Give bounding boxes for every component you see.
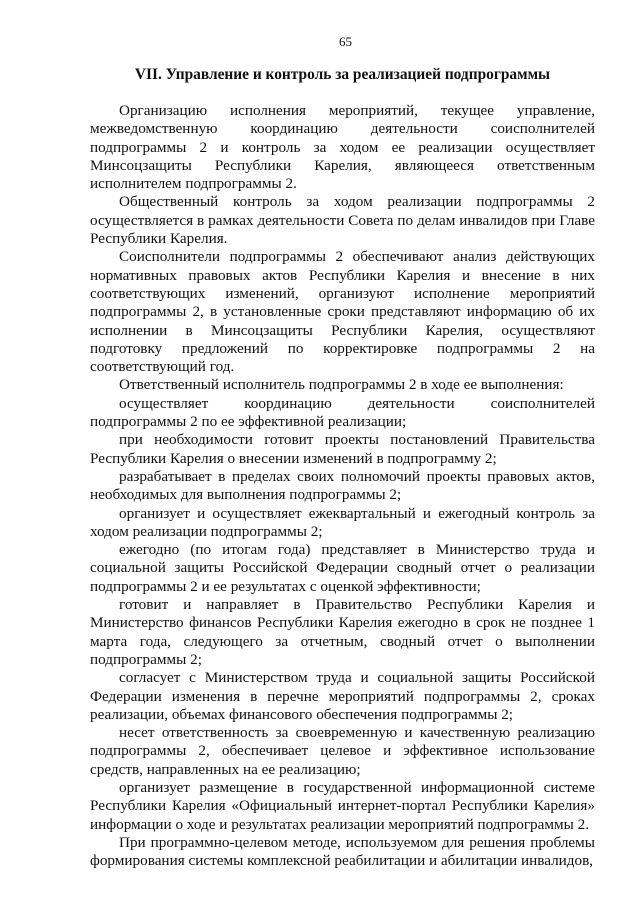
- paragraph-14: При программно-целевом методе, используемом для решения проблемы формирования системы комплексной реабилитации и абилитации инвалидов,: [90, 833, 595, 870]
- paragraph-2: Общественный контроль за ходом реализации подпрограммы 2 осуществляется в рамках деятельности Совета по делам инвалидов при Главе Республики Карелия.: [90, 193, 595, 248]
- paragraph-13: организует размещение в государственной информационной системе Республики Карелия «Официальный интернет-портал Республики Карелия» информации о ходе и результатах реализации мероприятий подпрограммы 2.: [90, 778, 595, 833]
- paragraph-4: Ответственный исполнитель подпрограммы 2 в ходе ее выполнения:: [119, 376, 564, 394]
- paragraph-10: готовит и направляет в Правительство Республики Карелия и Министерство финансов Республики Карелия ежегодно в срок не позднее 1 марта года, следующего за отчетным, сводный отчет о выполнении подпрограммы 2;: [90, 596, 595, 668]
- paragraph-8: организует и осуществляет ежеквартальный и ежегодный контроль за ходом реализации подпрограммы 2;: [90, 504, 595, 540]
- paragraph-1: Организацию исполнения мероприятий, текущее управление, межведомственную координацию деятельности соисполнителей подпрограммы 2 и контроль за ходом ее реализации осуществляет Минсоцзащиты Республики Карелия, являющееся ответственным исполнителем подпрограммы 2.: [90, 102, 595, 193]
- paragraph-11: согласует с Министерством труда и социальной защиты Российской Федерации изменения в перечне мероприятий подпрограммы 2, сроках реализации, объемах финансового обеспечения подпрограммы 2;: [90, 669, 595, 723]
- paragraph-5: осуществляет координацию деятельности соисполнителей подпрограммы 2 по ее эффективной реализации;: [90, 394, 595, 431]
- paragraph-12: несет ответственность за своевременную и качественную реализацию подпрограммы 2, обеспечивает целевое и эффективное использование средств, направленных на ее реализацию;: [90, 724, 595, 778]
- paragraph-3: Соисполнители подпрограммы 2 обеспечивают анализ действующих нормативных правовых актов Республики Карелия и внесение в них соответствующих изменений, организуют исполнение мероприятий подпрограммы 2, в установленные сроки представляют информацию об их исполнении в Минсоцзащиты Республики Карелия, осуществляют подготовку предложений по корректировке подпрограммы 2 на соответствующий год.: [90, 248, 595, 376]
- page-number: 65: [339, 34, 352, 49]
- section-heading: VII. Управление и контроль за реализацией подпрограммы: [134, 66, 551, 83]
- paragraph-9: ежегодно (по итогам года) представляет в Министерство труда и социальной защиты Российской Федерации сводный отчет о реализации подпрограммы 2 и ее результатах с оценкой эффективности;: [90, 541, 595, 595]
- paragraph-6: при необходимости готовит проекты постановлений Правительства Республики Карелия о внесении изменений в подпрограмму 2;: [90, 431, 595, 467]
- document-page: [90, 34, 595, 870]
- paragraph-7: разрабатывает в пределах своих полномочий проекты правовых актов, необходимых для выполнения подпрограммы 2;: [90, 467, 595, 504]
